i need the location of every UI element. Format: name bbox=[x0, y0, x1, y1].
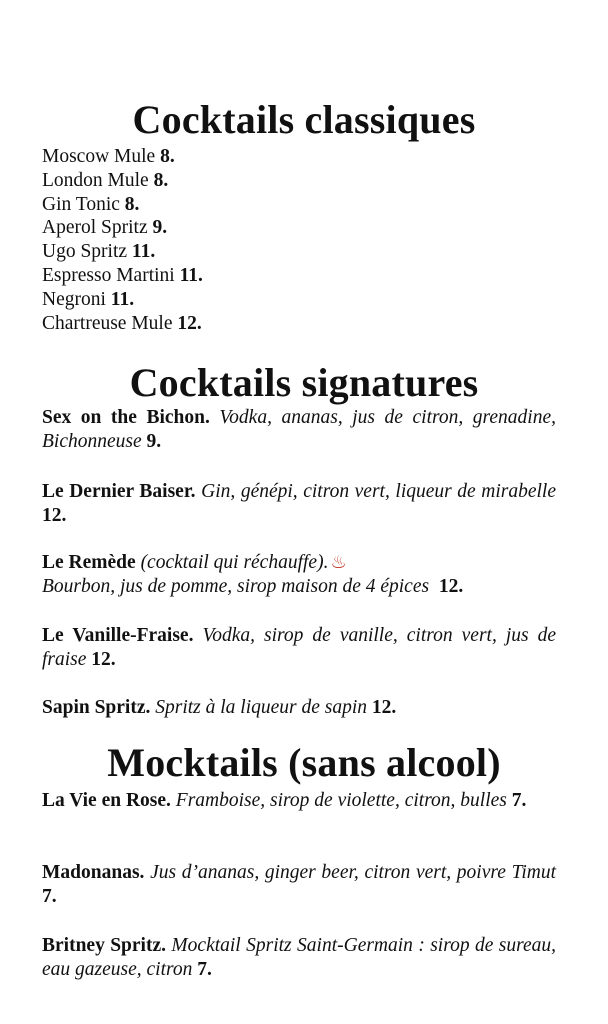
list-item bbox=[42, 193, 562, 217]
classics-list bbox=[42, 145, 562, 335]
list-item bbox=[42, 169, 562, 193]
list-item bbox=[42, 288, 562, 312]
item-name: Le Remède bbox=[42, 552, 136, 573]
item-price: 11. bbox=[179, 264, 203, 286]
item-name: Le Vanille-Fraise. bbox=[42, 625, 194, 646]
mocktail-item bbox=[42, 789, 556, 813]
item-name: Negroni bbox=[42, 288, 106, 310]
signature-item bbox=[42, 480, 556, 528]
item-price: 7. bbox=[197, 959, 212, 980]
item-name: Sex on the Bichon. bbox=[42, 407, 210, 428]
mocktails-section-title: Mocktails (sans alcool) bbox=[107, 740, 501, 785]
signature-item bbox=[42, 406, 556, 454]
item-description: Vodka, sirop de vanille, citron vert, jus de fraise bbox=[42, 625, 557, 670]
item-price: 9. bbox=[146, 431, 162, 452]
item-description: Gin, génépi, citron vert, liqueur de mirabelle bbox=[201, 481, 556, 502]
item-description: Spritz à la liqueur de sapin bbox=[155, 697, 368, 718]
item-name: Moscow Mule bbox=[42, 146, 156, 167]
item-name: La Vie en Rose. bbox=[42, 790, 171, 811]
item-name: Le Dernier Baiser. bbox=[42, 481, 196, 502]
classics-section-title: Cocktails classiques bbox=[132, 97, 476, 142]
list-item bbox=[42, 240, 562, 264]
item-price: 9. bbox=[152, 217, 168, 239]
signature-item bbox=[42, 550, 556, 599]
item-description: Mocktail Spritz Saint-Germain : sirop de sureau, eau gazeuse, citron bbox=[42, 935, 557, 980]
item-name: Madonanas. bbox=[42, 862, 145, 883]
item-price: 7. bbox=[42, 886, 57, 907]
item-description: Framboise, sirop de violette, citron, bulles bbox=[175, 790, 507, 811]
list-item bbox=[42, 145, 562, 169]
item-name: Espresso Martini bbox=[42, 264, 175, 286]
item-price: 12. bbox=[42, 505, 67, 526]
item-description: Jus d’ananas, ginger beer, citron vert, poivre Timut bbox=[150, 862, 557, 883]
item-description: Bourbon, jus de pomme, sirop maison de 4 épices bbox=[42, 576, 430, 597]
hot-springs-icon: ♨ bbox=[330, 552, 347, 572]
signatures-section-title: Cocktails signatures bbox=[129, 360, 479, 405]
item-note: (cocktail qui réchauffe). bbox=[140, 552, 329, 573]
item-price: 8. bbox=[160, 146, 175, 167]
item-price: 8. bbox=[153, 169, 169, 191]
item-name: Sapin Spritz. bbox=[42, 697, 151, 718]
signature-item bbox=[42, 696, 556, 720]
item-name: Gin Tonic bbox=[42, 193, 120, 215]
item-name: Chartreuse Mule bbox=[42, 312, 173, 334]
mocktail-item bbox=[42, 934, 556, 982]
item-name: Aperol Spritz bbox=[42, 217, 148, 239]
item-price: 12. bbox=[177, 312, 202, 334]
item-price: 11. bbox=[110, 288, 135, 310]
item-price: 12. bbox=[91, 649, 116, 670]
list-item bbox=[42, 312, 562, 336]
list-item bbox=[42, 264, 562, 288]
item-name: Ugo Spritz bbox=[42, 241, 128, 263]
item-price: 11. bbox=[131, 241, 156, 263]
list-item bbox=[42, 216, 562, 240]
signature-item bbox=[42, 624, 556, 672]
mocktail-item bbox=[42, 861, 556, 909]
item-price: 8. bbox=[124, 193, 140, 215]
item-price: 7. bbox=[511, 790, 527, 811]
item-price: 12. bbox=[438, 576, 464, 597]
item-price: 12. bbox=[371, 697, 397, 718]
item-description: Vodka, ananas, jus de citron, grenadine, Bichonneuse bbox=[42, 407, 557, 452]
item-name: London Mule bbox=[42, 169, 149, 191]
item-name: Britney Spritz. bbox=[42, 935, 167, 956]
